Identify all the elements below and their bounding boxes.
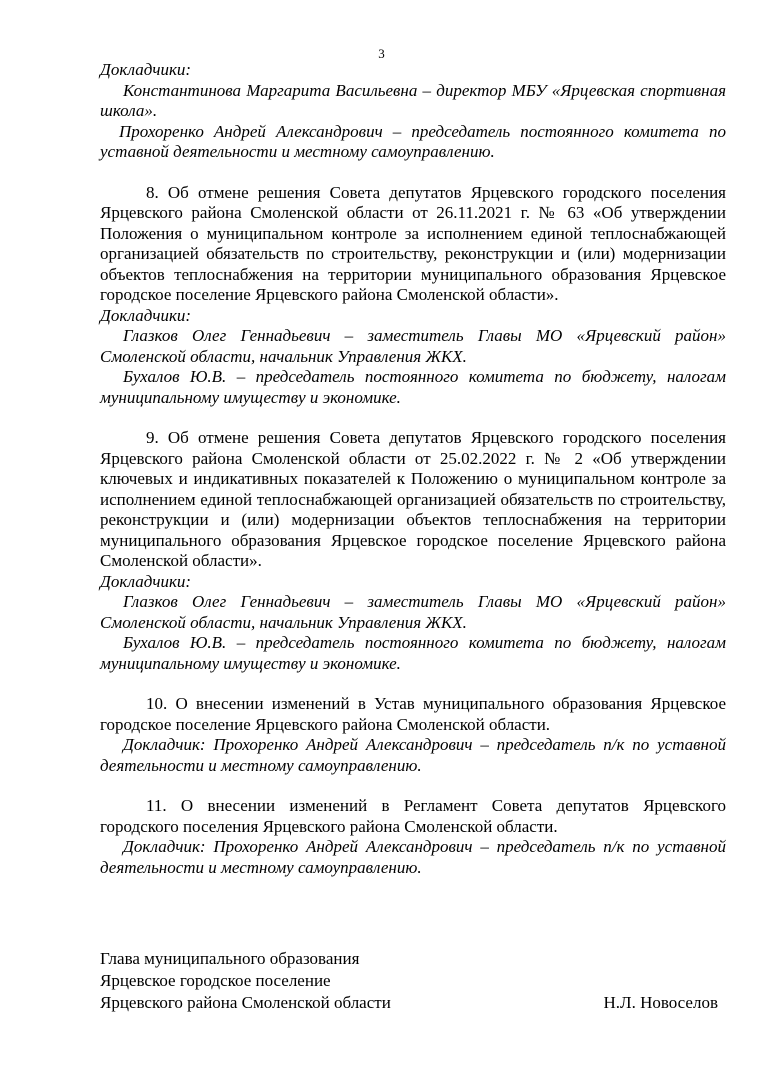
document-body xyxy=(100,60,726,878)
agenda-item-11: 11. О внесении изменений в Регламент Совета депутатов Ярцевского городского поселения Ярцевского района Смоленской области. xyxy=(100,796,726,836)
agenda-item-9: 9. Об отмене решения Совета депутатов Ярцевского городского поселения Ярцевского района Смоленской области от 25.02.2022 г. № 2 «Об утверждении ключевых и индикативных показателей к Положению о муниципальном контроле за исполнением единой теплоснабжающей организацией обязательств по строительству, реконструкции и (или) модернизации объектов теплоснабжения на территории муниципального образования Ярцевское городское поселение Ярцевского района Смоленской области». xyxy=(100,428,726,570)
signature-block xyxy=(100,948,726,1014)
speaker-paragraph: Константинова Маргарита Васильевна – директор МБУ «Ярцевская спортивная школа». xyxy=(100,80,726,120)
signature-title-line: Ярцевское городское поселение xyxy=(100,971,331,990)
signature-title-line: Глава муниципального образования xyxy=(100,949,360,968)
agenda-item-10: 10. О внесении изменений в Устав муниципального образования Ярцевское городское поселение Ярцевского района Смоленской области. xyxy=(100,694,726,734)
speakers-label: Докладчики: xyxy=(100,305,192,325)
speakers-label: Докладчики: xyxy=(100,571,192,591)
speakers-label: Докладчики: xyxy=(100,60,192,79)
speaker-paragraph: Прохоренко Андрей Александрович – председатель постоянного комитета по уставной деятельности и местному самоуправлению. xyxy=(100,121,726,161)
speaker-paragraph: Глазков Олег Геннадьевич – заместитель Главы МО «Ярцевский район» Смоленской области, начальник Управления ЖКХ. xyxy=(100,592,726,632)
signatory-name: Н.Л. Новоселов xyxy=(603,993,718,1012)
speaker-paragraph: Докладчик: Прохоренко Андрей Александрович – председатель п/к по уставной деятельности и местному самоуправлению. xyxy=(100,837,726,877)
speaker-paragraph: Докладчик: Прохоренко Андрей Александрович – председатель п/к по уставной деятельности и местному самоуправлению. xyxy=(100,735,726,775)
speaker-paragraph: Бухалов Ю.В. – председатель постоянного комитета по бюджету, налогам муниципальному имуществу и экономике. xyxy=(100,633,726,673)
signature-title-line: Ярцевского района Смоленской области xyxy=(100,993,391,1012)
speaker-paragraph: Бухалов Ю.В. – председатель постоянного комитета по бюджету, налогам муниципальному имуществу и экономике. xyxy=(100,367,726,407)
page-number: 3 xyxy=(378,46,385,61)
speaker-paragraph: Глазков Олег Геннадьевич – заместитель Главы МО «Ярцевский район» Смоленской области, начальник Управления ЖКХ. xyxy=(100,326,726,366)
agenda-item-8: 8. Об отмене решения Совета депутатов Ярцевского городского поселения Ярцевского района Смоленской области от 26.11.2021 г. № 63 «Об утверждении Положения о муниципальном контроле за исполнением единой теплоснабжающей организацией обязательств по строительству, реконструкции и (или) модернизации объектов теплоснабжения на территории муниципального образования Ярцевское городское поселение Ярцевского района Смоленской области». xyxy=(100,182,726,304)
